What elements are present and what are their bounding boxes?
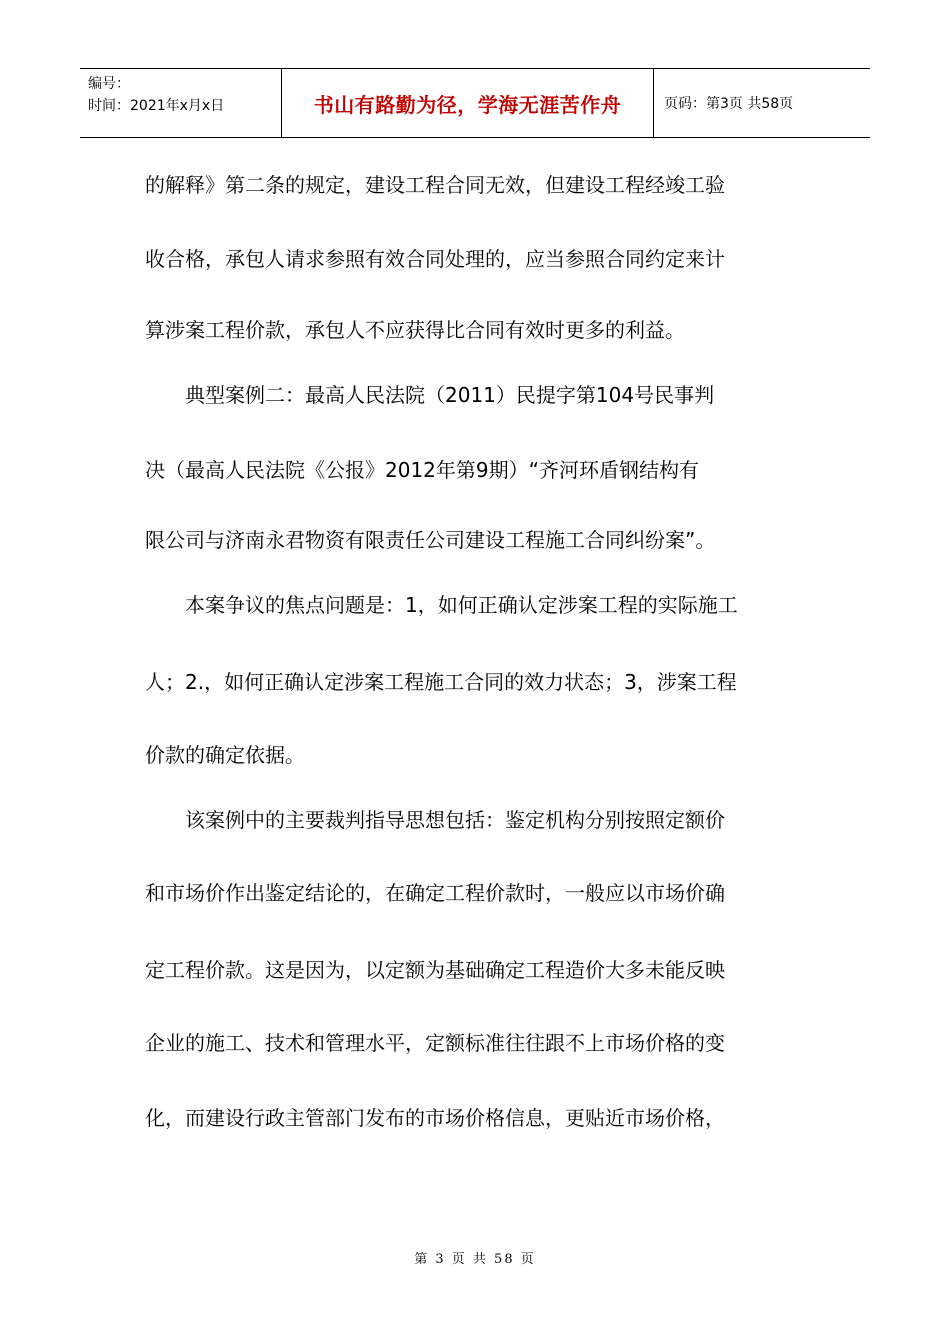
body-line: 本案争议的焦点问题是：1，如何正确认定涉案工程的实际施工 (145, 593, 738, 617)
code-label: 编号： (88, 76, 130, 92)
page-footer: 第 3 页 共 58 页 (414, 1252, 536, 1267)
page-info: 页码：第3页 共58页 (664, 96, 794, 112)
body-line: 决（最高人民法院《公报》2012年第9期）“齐河环盾钢结构有 (145, 458, 699, 482)
body-line: 人；2.，如何正确认定涉案工程施工合同的效力状态；3，涉案工程 (145, 670, 737, 694)
body-line: 限公司与济南永君物资有限责任公司建设工程施工合同纠纷案”。 (145, 528, 716, 552)
body-line: 企业的施工、技术和管理水平，定额标准往往跟不上市场价格的变 (145, 1031, 725, 1055)
body-line: 和市场价作出鉴定结论的，在确定工程价款时，一般应以市场价确 (145, 881, 725, 905)
time-label: 时间：2021年x月x日 (88, 98, 225, 114)
body-line: 该案例中的主要裁判指导思想包括：鉴定机构分别按照定额价 (145, 808, 725, 832)
body-line: 算涉案工程价款，承包人不应获得比合同有效时更多的利益。 (145, 318, 685, 342)
body-line: 的解释》第二条的规定，建设工程合同无效，但建设工程经竣工验 (145, 173, 725, 197)
body-line: 价款的确定依据。 (145, 743, 305, 767)
body-line: 定工程价款。这是因为，以定额为基础确定工程造价大多未能反映 (145, 958, 725, 982)
header-motto-cell (282, 69, 654, 137)
document-header (80, 68, 870, 138)
body-line: 典型案例二：最高人民法院（2011）民提字第104号民事判 (145, 383, 715, 407)
header-page-cell (654, 69, 870, 137)
body-line: 化，而建设行政主管部门发布的市场价格信息，更贴近市场价格， (145, 1106, 725, 1130)
motto-text: 书山有路勤为径，学海无涯苦作舟 (313, 92, 622, 117)
header-meta-cell (80, 69, 282, 137)
body-line: 收合格，承包人请求参照有效合同处理的，应当参照合同约定来计 (145, 247, 725, 271)
